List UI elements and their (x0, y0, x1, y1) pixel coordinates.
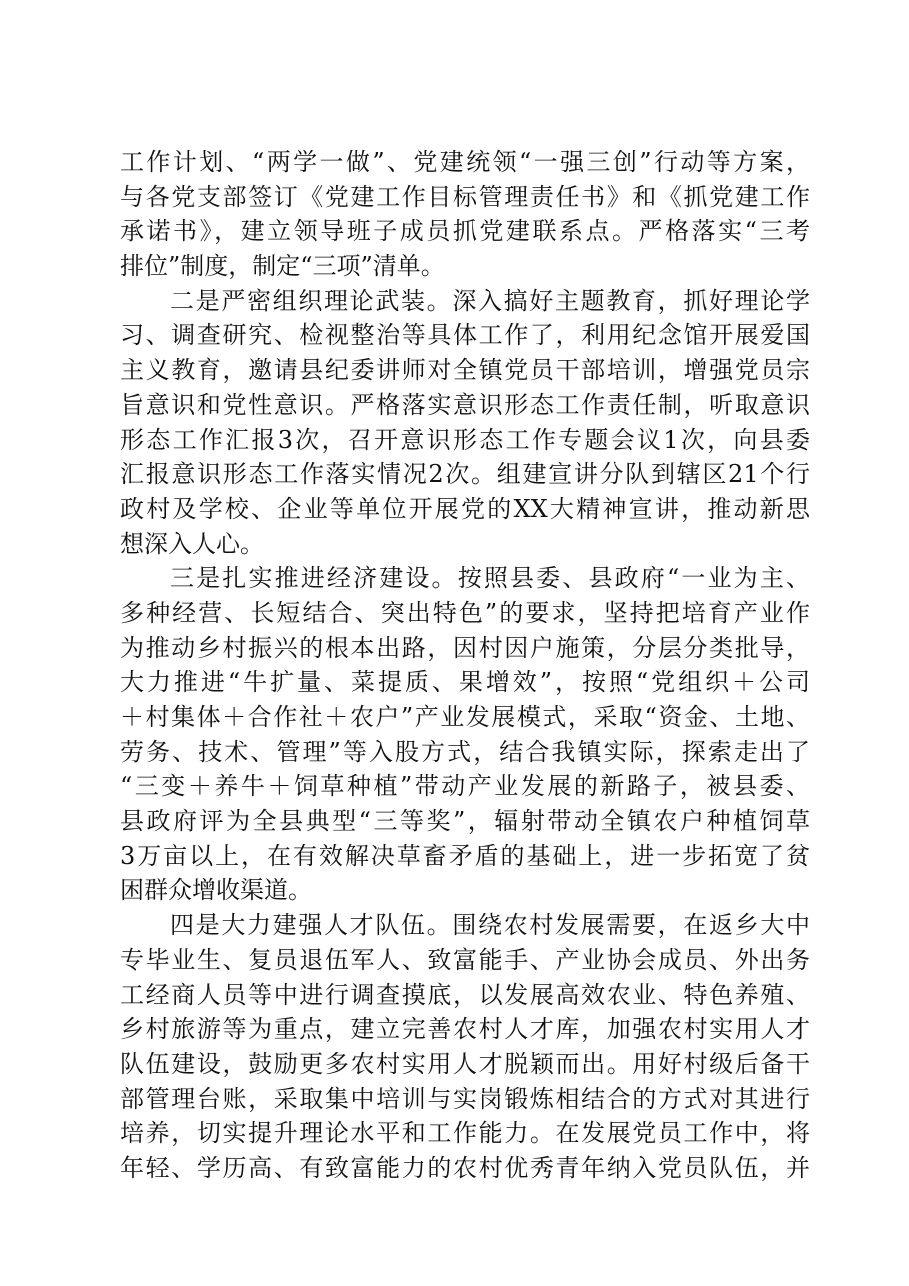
text-line: 排位”制度，制定“三项”清单。 (120, 252, 445, 281)
text-line: 旨意识和党性意识。严格落实意识形态工作责任制，听取意识 (120, 390, 810, 419)
text-line: 大力推进“牛扩量、菜提质、果增效”，按照“党组织＋公司 (120, 668, 810, 697)
text-line: 年轻、学历高、有致富能力的农村优秀青年纳入党员队伍，并 (120, 1153, 810, 1182)
text-line: 培养，切实提升理论水平和工作能力。在发展党员工作中，将 (120, 1119, 810, 1148)
text-line: 3万亩以上，在有效解决草畜矛盾的基础上，进一步拓宽了贫 (120, 841, 810, 870)
text-line: 形态工作汇报3次，召开意识形态工作专题会议1次，向县委 (120, 425, 810, 454)
paragraph-first-line: 三是扎实推进经济建设。按照县委、县政府“一业为主、 (170, 564, 810, 593)
text-line: 乡村旅游等为重点，建立完善农村人才库，加强农村实用人才 (120, 1015, 810, 1044)
text-line: 部管理台账，采取集中培训与实岗锻炼相结合的方式对其进行 (120, 1084, 810, 1113)
text-line: 队伍建设，鼓励更多农村实用人才脱颖而出。用好村级后备干 (120, 1049, 810, 1078)
text-line: 习、调查研究、检视整治等具体工作了，利用纪念馆开展爱国 (120, 321, 810, 350)
text-line: ＋村集体＋合作社＋农户”产业发展模式，采取“资金、土地、 (120, 703, 810, 731)
text-line: 专毕业生、复员退伍军人、致富能手、产业协会成员、外出务 (120, 945, 810, 974)
text-line: 政村及学校、企业等单位开展党的XX大精神宣讲，推动新思 (120, 494, 810, 523)
text-line: 与各党支部签订《党建工作目标管理责任书》和《抓党建工作 (120, 182, 810, 211)
text-line: 想深入人心。 (120, 529, 264, 558)
text-line: 承诺书》，建立领导班子成员抓党建联系点。严格落实“三考 (120, 217, 810, 246)
paragraph-first-line: 四是大力建强人才队伍。围绕农村发展需要，在返乡大中 (170, 911, 810, 940)
text-line: 汇报意识形态工作落实情况2次。组建宣讲分队到辖区21个行 (120, 460, 810, 489)
paragraph-first-line: 二是严密组织理论武装。深入搞好主题教育，抓好理论学 (170, 286, 810, 315)
text-line: 劳务、技术、管理”等入股方式，结合我镇实际，探索走出了 (120, 737, 810, 766)
text-line: 县政府评为全县典型“三等奖”，辐射带动全镇农户种植饲草 (120, 807, 810, 836)
text-line: 工作计划、“两学一做”、党建统领“一强三创”行动等方案， (120, 148, 810, 176)
text-line: 主义教育，邀请县纪委讲师对全镇党员干部培训，增强党员宗 (120, 356, 810, 385)
text-line: 多种经营、长短结合、突出特色”的要求，坚持把培育产业作 (120, 598, 810, 627)
body-text (120, 145, 810, 1186)
text-line: 困群众增收渠道。 (120, 876, 312, 905)
text-line: “三变＋养牛＋饲草种植”带动产业发展的新路子，被县委、 (120, 772, 810, 801)
text-line: 工经商人员等中进行调查摸底，以发展高效农业、特色养殖、 (120, 980, 810, 1009)
text-line: 为推动乡村振兴的根本出路，因村因户施策，分层分类批导， (120, 633, 810, 662)
